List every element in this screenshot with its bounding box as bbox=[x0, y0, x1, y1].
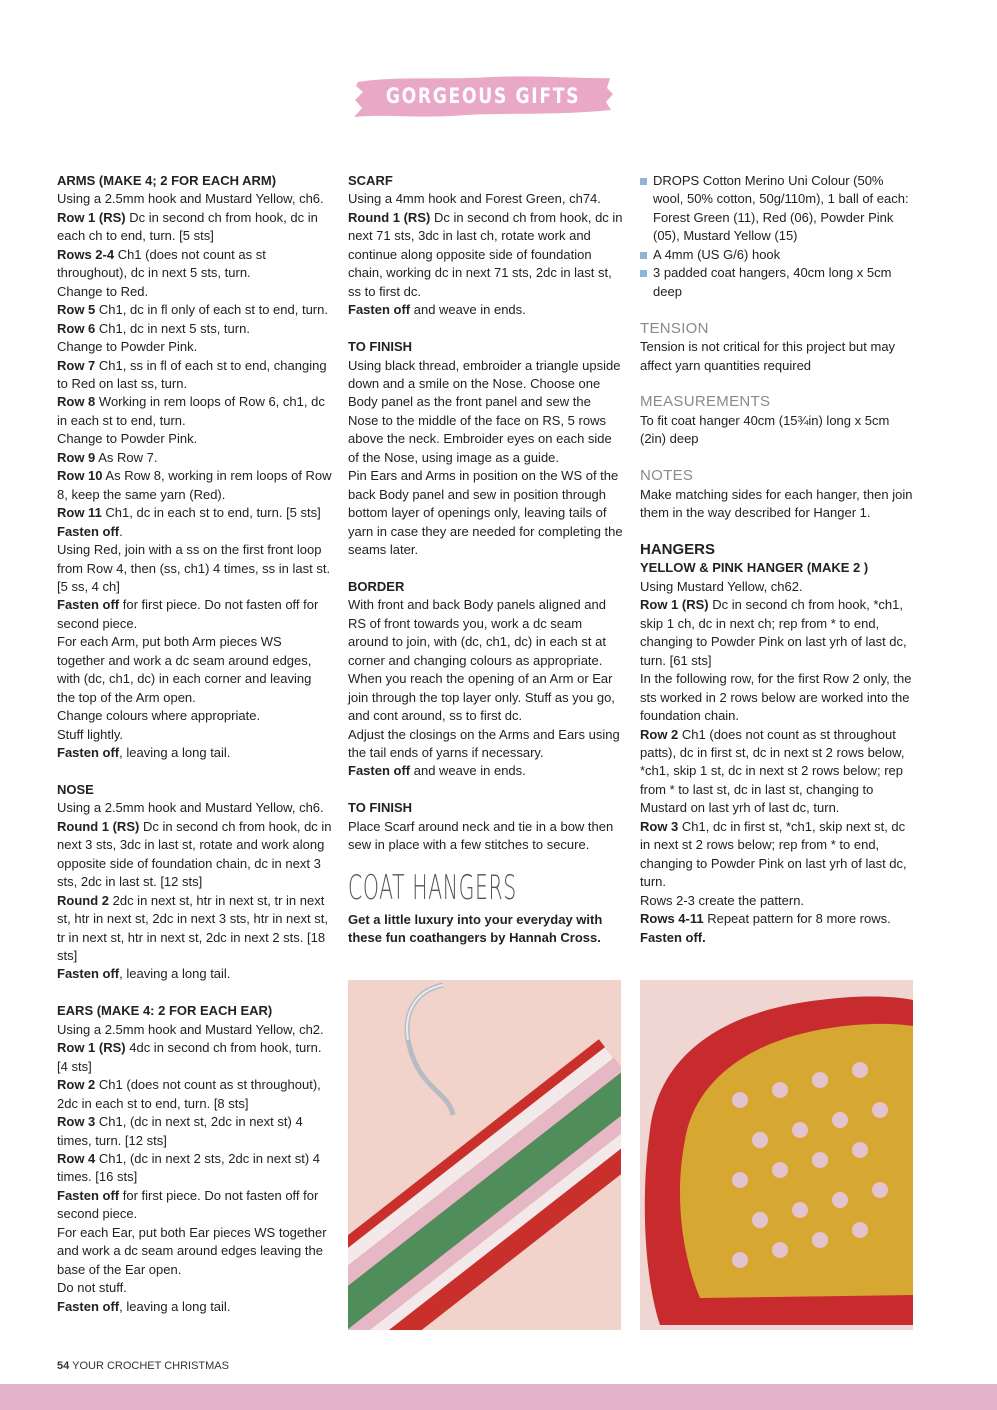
hanger-rows-2-3: Rows 2-3 create the pattern. bbox=[640, 892, 805, 908]
arms-row-5: Row 5 Ch1, dc in fl only of each st to end, turn. bbox=[57, 302, 328, 318]
arms-each-arm: For each Arm, put both Arm pieces WS together and work a dc seam around edges, with (dc, ch1, dc) in each corner and leaving the top of the Arm open. bbox=[57, 634, 312, 705]
finish-heading: TO FINISH bbox=[348, 339, 413, 355]
bottom-color-bar bbox=[0, 1384, 997, 1410]
bullet-square-icon bbox=[640, 252, 647, 259]
magazine-title: YOUR CROCHET CHRISTMAS bbox=[72, 1360, 229, 1372]
notes-text: Make matching sides for each hanger, then join them in the way described for Hanger 1. bbox=[640, 486, 913, 521]
yellow-pink-heading: YELLOW & PINK HANGER (MAKE 2 ) bbox=[640, 560, 869, 576]
ears-heading: EARS (MAKE 4: 2 FOR EACH EAR) bbox=[57, 1003, 273, 1019]
measurements-heading: MEASUREMENTS bbox=[640, 393, 771, 411]
arms-using-red: Using Red, join with a ss on the first front loop from Row 4, then (ss, ch1) 4 times, ss in last st. [5 ss, 4 ch] bbox=[57, 542, 331, 594]
arms-row-10: Row 10 As Row 8, working in rem loops of Row 8, keep the same yarn (Red). bbox=[57, 468, 332, 502]
hangers-heading: HANGERS bbox=[640, 541, 716, 558]
arms-row-9: Row 9 As Row 7. bbox=[57, 449, 158, 465]
hanger-intro: Using Mustard Yellow, ch62. bbox=[640, 578, 803, 594]
banner-title: GORGEOUS GIFTS bbox=[385, 84, 581, 108]
bullet-square-icon bbox=[640, 178, 647, 185]
border-fasten: Fasten off and weave in ends. bbox=[348, 763, 526, 779]
scarf-round-1: Round 1 (RS) Dc in second ch from hook, dc in next 71 sts, 3dc in last ch, rotate work and continue along opposite side of foundation chain, working dc in next 71 sts, 2dc in last st, ss to first dc. bbox=[348, 209, 623, 299]
nose-round-1: Round 1 (RS) Dc in second ch from hook, dc in next 3 sts, 3dc in last st, rotate and work along opposite side of foundation chain, dc in next 3 sts, 2dc in last st. [12 sts] bbox=[57, 818, 332, 890]
ears-row-3: Row 3 Ch1, (dc in next st, 2dc in next st) 4 times, turn. [12 sts] bbox=[57, 1114, 303, 1148]
ears-do-not-stuff: Do not stuff. bbox=[57, 1280, 127, 1296]
arms-heading: ARMS (MAKE 4; 2 FOR EACH ARM) bbox=[57, 173, 277, 188]
arms-row-6: Row 6 Ch1, dc in next 5 sts, turn. bbox=[57, 320, 250, 336]
nose-heading: NOSE bbox=[57, 781, 94, 797]
border-paragraph-2: Adjust the closings on the Arms and Ears using the tail ends of yarns if necessary. bbox=[348, 726, 620, 761]
coat-hanger-photo-striped bbox=[348, 980, 621, 1330]
ears-intro: Using a 2.5mm hook and Mustard Yellow, ch2. bbox=[57, 1021, 324, 1037]
section-banner bbox=[352, 72, 614, 120]
hanger-row-3: Row 3 Ch1, dc in first st, *ch1, skip next st, dc in next st 2 rows below; rep from * to end, changing to Powder Pink on last yrh of last dc, turn. bbox=[640, 818, 907, 890]
finish-heading-2: TO FINISH bbox=[348, 800, 413, 816]
arms-fasten-off: Fasten off. bbox=[57, 523, 123, 539]
hanger-rows-4-11: Rows 4-11 Repeat pattern for 8 more rows. bbox=[640, 911, 891, 927]
page-number: 54 bbox=[57, 1360, 70, 1372]
arms-row-1: Row 1 (RS) Dc in second ch from hook, dc in each ch to end, turn. [5 sts] bbox=[57, 209, 318, 244]
scarf-fasten: Fasten off and weave in ends. bbox=[348, 302, 526, 318]
finish-paragraph-2: Pin Ears and Arms in position on the WS of the back Body panel and sew in position through bottom layer of openings only, leaving tails of yarn in case they are needed for completing the seams later. bbox=[348, 468, 623, 558]
arms-change-red: Change to Red. bbox=[57, 283, 149, 299]
arms-row-7: Row 7 Ch1, ss in fl of each st to end, changing to Red on last ss, turn. bbox=[57, 357, 327, 391]
materials-item: A 4mm (US G/6) hook bbox=[640, 246, 915, 264]
hanger-following-row: In the following row, for the first Row 2 only, the sts worked in 2 rows below are worked into the foundation chain. bbox=[640, 671, 912, 724]
ears-row-1: Row 1 (RS) 4dc in second ch from hook, turn. [4 sts] bbox=[57, 1040, 322, 1074]
coat-hangers-title: COAT HANGERS bbox=[348, 868, 517, 908]
column-left bbox=[57, 172, 332, 1316]
tension-text: Tension is not critical for this project but may affect yarn quantities required bbox=[640, 339, 896, 373]
nose-intro: Using a 2.5mm hook and Mustard Yellow, ch6. bbox=[57, 800, 324, 816]
arms-row-8: Row 8 Working in rem loops of Row 6, ch1, dc in each st to end, turn. bbox=[57, 394, 325, 428]
measurements-text: To fit coat hanger 40cm (15¾in) long x 5cm (2in) deep bbox=[640, 412, 890, 447]
ears-fasten: Fasten off, leaving a long tail. bbox=[57, 1298, 231, 1314]
arms-change-colours: Change colours where appropriate. bbox=[57, 708, 261, 724]
tension-heading: TENSION bbox=[640, 319, 709, 337]
border-heading: BORDER bbox=[348, 578, 405, 594]
scarf-heading: SCARF bbox=[348, 173, 393, 188]
arms-fasten-tail: Fasten off, leaving a long tail. bbox=[57, 745, 231, 761]
hanger-row-2: Row 2 Ch1 (does not count as st throughout patts), dc in first st, dc in next st 2 rows below, *ch1, skip 1 st, dc in next st 2 rows below; rep from * to last st, dc in last st, changing to Mustard on last yrh of last dc, turn. bbox=[640, 726, 905, 816]
arms-rows-2-4: Rows 2-4 Ch1 (does not count as st throughout), dc in next 5 sts, turn. bbox=[57, 246, 266, 281]
bullet-square-icon bbox=[640, 270, 647, 277]
arms-row-11: Row 11 Ch1, dc in each st to end, turn. [5 sts] bbox=[57, 505, 321, 521]
ears-fasten-first: Fasten off for first piece. Do not fasten off for second piece. bbox=[57, 1187, 319, 1222]
arms-change-pink-2: Change to Powder Pink. bbox=[57, 431, 198, 447]
coat-hanger-photo-yellow-pink bbox=[640, 980, 913, 1330]
arms-intro: Using a 2.5mm hook and Mustard Yellow, ch6. bbox=[57, 191, 324, 207]
hanger-fasten: Fasten off. bbox=[640, 929, 706, 945]
page-footer bbox=[57, 1360, 229, 1372]
ears-row-2: Row 2 Ch1 (does not count as st throughout), 2dc in each st to end, turn. [8 sts] bbox=[57, 1077, 321, 1111]
hanger-row-1: Row 1 (RS) Dc in second ch from hook, *ch1, skip 1 ch, dc in next ch; rep from * to end, changing to Powder Pink on last yrh of last dc, turn. [61 sts] bbox=[640, 597, 907, 668]
column-middle bbox=[348, 172, 623, 855]
arms-change-pink: Change to Powder Pink. bbox=[57, 339, 198, 355]
column-right bbox=[640, 172, 915, 947]
ears-each-ear: For each Ear, put both Ear pieces WS together and work a dc seam around edges leaving the base of the Ear open. bbox=[57, 1224, 327, 1277]
finish-2-paragraph: Place Scarf around neck and tie in a bow then sew in place with a few stitches to secure. bbox=[348, 818, 614, 853]
materials-item: 3 padded coat hangers, 40cm long x 5cm deep bbox=[640, 264, 915, 301]
nose-round-2: Round 2 2dc in next st, htr in next st, tr in next st, htr in next st, 2dc in next 3 sts, htr in next st, tr in next st, htr in next st, 2dc in next 2 sts. [18 sts] bbox=[57, 892, 328, 964]
nose-fasten: Fasten off, leaving a long tail. bbox=[57, 966, 231, 982]
scarf-intro: Using a 4mm hook and Forest Green, ch74. bbox=[348, 191, 601, 207]
materials-item: DROPS Cotton Merino Uni Colour (50% wool, 50% cotton, 50g/110m), 1 ball of each: Forest Green (11), Red (06), Powder Pink (05), Mustard Yellow (15) bbox=[640, 172, 915, 246]
border-paragraph-1: With front and back Body panels aligned and RS of front towards you, work a dc seam around to join, with (dc, ch1, dc) in each st at corner and changing colours as appropriate. When you reach the opening of an Arm or Ear join through the top layer only. Stuff as you go, and cont around, ss to first dc. bbox=[348, 597, 615, 724]
arms-fasten-first: Fasten off for first piece. Do not fasten off for second piece. bbox=[57, 597, 319, 631]
ears-row-4: Row 4 Ch1, (dc in next 2 sts, 2dc in next st) 4 times. [16 sts] bbox=[57, 1150, 321, 1185]
coat-hangers-intro: Get a little luxury into your everyday with these fun coathangers by Hannah Cross. bbox=[348, 912, 603, 946]
finish-paragraph-1: Using black thread, embroider a triangle upside down and a smile on the Nose. Choose one Body panel as the front panel and sew the Nose to the middle of the face on RS, 5 rows above the neck. Embroider eyes on each side of the Nose, using image as a guide. bbox=[348, 357, 621, 465]
arms-stuff-lightly: Stuff lightly. bbox=[57, 726, 123, 742]
notes-heading: NOTES bbox=[640, 467, 694, 485]
